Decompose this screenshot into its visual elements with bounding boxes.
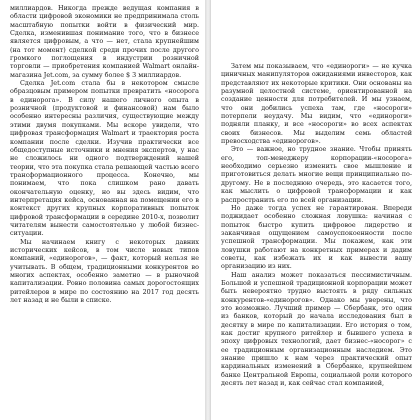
- paragraph: Сделка Jet.com стала бы в некотором смысле образцовым примером попытки превратить «носорога в единорога». В силу нашего личного опыта в розничной (продуктовой и финансовой) нам было особенно интересны различия, существующие между этими двумя покупками. Мы вскоре увидели, что цифровая трансформация Walmart и траектория роста компании после сделки. Изучив практически все общедоступные источники и мнения экспертов, у нас не сложилось ни одного подтверждений нашей теории, что эта покупка стала решающей частью всего трансформационного процесса. Конечно, мы понимаем, что пока слишком рано давать окончательную оценку, но вы здесь видим, что интерпретация кейса, основанная на помещении его в контекст других крупных корпоративных попыток цифровой трансформации в середине 2010-х, позволит читателям вынести самостоятельно у любой бизнес-ситуации.: [10, 79, 199, 238]
- paragraph: Это — важное, но трудное знание. Чтобы принять его, топ-менеджеру корпорации-«носорога» необходимо серьезно изменить свое мышление и приготовиться делать многие вещи принципиально по-другому. Не в последнюю очередь, это касается того, как мыслить о цифровой трансформации и как распространить его по всей организации.: [221, 145, 412, 204]
- paragraph: Наш анализ может показаться пессимистичным. Большой и успешной традиционной корпорации может быть невероятно трудно выстоять в ряду сильных конкурентов-«единорогов». Однако мы уверены, что это возможно. Лучший пример — Сбербанк, это один из банков, который до начала исследования был в десятку в мире по капитализации. Его история о том, как достиг крупного ритейлер и бывшего успеха в эпоху цифровых технологий, дает бизнес-«носорог» с ее традиционным организационным наследием. Это знание пришло к нам через практический опыт кардинальных изменений в Сбербанке, крупнейшем банке Центральной Европы, социальной роли которого десять лет назад и, как сейчас стал компанией,: [221, 270, 412, 388]
- right-page: [211, 0, 420, 420]
- paragraph: Но даже тогда успех не гарантирован. Впереди поджидает особенно сложная ловушка: начиная с попыток быстро купить цифровое лидерство и заканчивая ощущением самоуспокоенности после успешной трансформации. Мы покажем, как эти ловушки работают на конкретных примерах и дадим советы, как избежать их и как вывести вашу организацию из них.: [221, 203, 412, 271]
- paragraph: Затем мы показываем, что «единороги» — не кучка циничных манипуляторов ожиданиями инвесторов, как представляют их некоторые критики. Они основаны на разумной целостной системе, ориентированной на создание ценности для потребителей. И мы узнаем, что они добились успеха там, где «носороги» потерпели неудачу. Мы видим, что «единороги» подняли планку, и все «носороги» во всех аспектах своих бизнесов. Мы выделим семь областей превосходства «единорогов».: [221, 62, 412, 146]
- paragraph: Мы начинаем книгу с некоторых давних исторических кейсов, в том числе новых типов компаний, «единорогов», — факт, который нельзя не учитывать. В общем, традиционными конкурентов во многих аспектах, особенно заметно — в рыночной капитализации. Ровно половина самых дорогостоящих ритейлеров в мире по состоянию на 2017 год десять лет назад и не были в списке.: [10, 237, 199, 305]
- paragraph: миллиардов. Никогда прежде ведущая компания в области цифровой экономики не предпринимала столь масштабную попытки войти в физический мир. Сделка, изменившая понимание того, что в бизнесе является цифровым, а что — нет, стала крупнейшим (на тот момент) сделкой среди прочих после другого громкого поглощения в индустрии розничной торговли — приобретения компанией Walmart онлайн-магазина Jet.com, за сумму более $ 3 миллиардов.: [10, 4, 199, 79]
- left-page: [0, 0, 205, 420]
